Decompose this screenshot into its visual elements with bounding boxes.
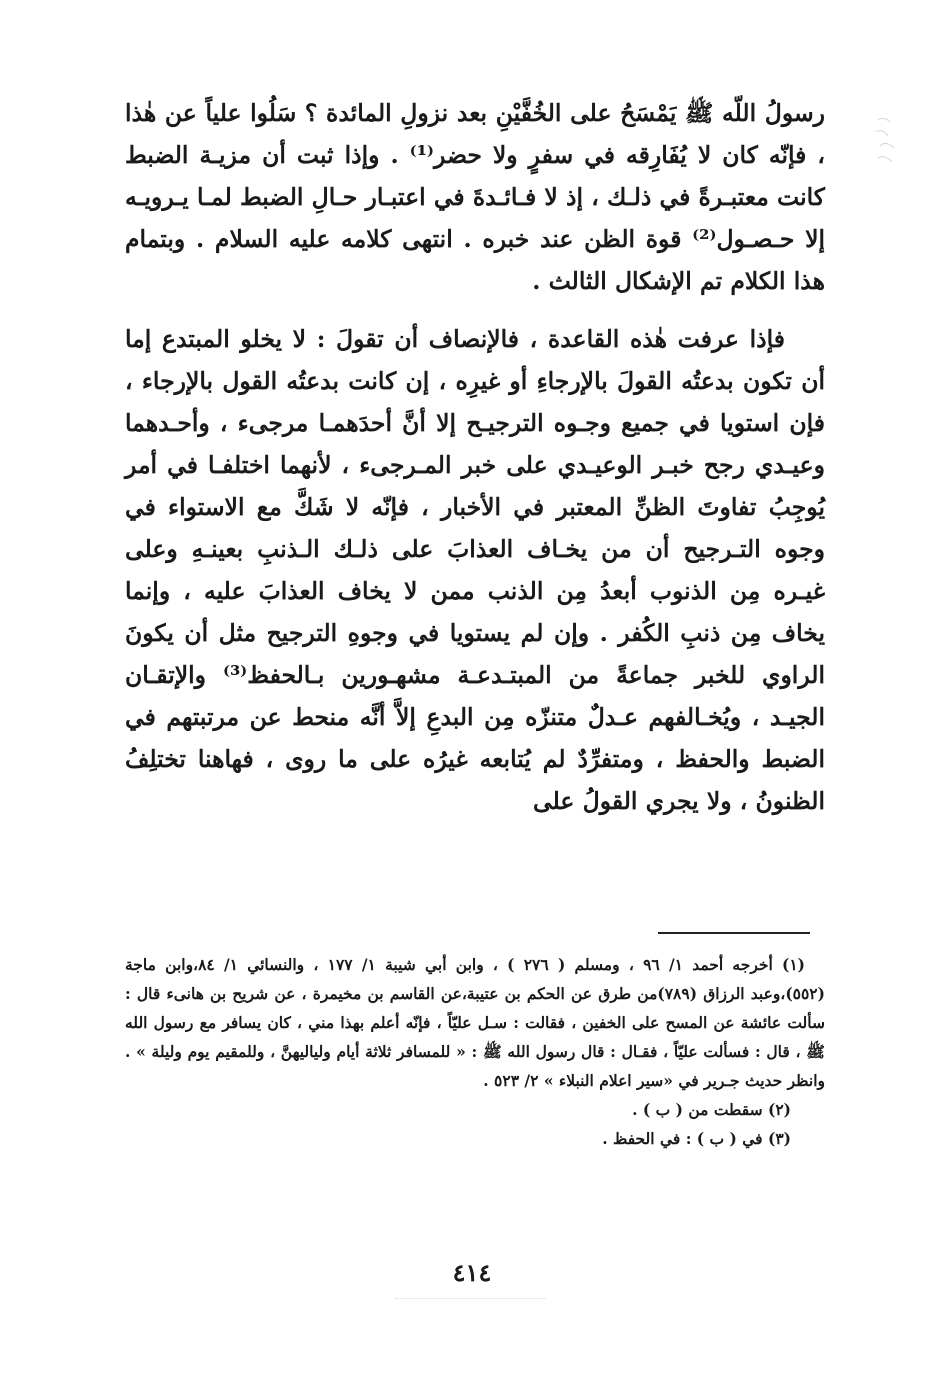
paragraph-1: رسولُ اللّه ﷺ يَمْسَحُ على الخُفَّيْنِ بعد نزولِ المائدة ؟ سَلُوا علياً عن هٰذا ، فإنّه كان لا يُفَارِقه في سفرٍ ولا حضر⁽¹⁾ . وإذا ثبت أن مزيـة الضبط كانت معتبـرةً في ذلـك ، إذ لا فـائـدةَ في اعتبـار حـالِ الضبط لمـا يـرويـه إلا حـصـول⁽²⁾ قوة الظن عند خبره . انتهى كلامه عليه السلام . وبتمام هذا الكلام تم الإشكال الثالث . xyxy=(125,99,825,295)
main-text xyxy=(125,92,825,822)
scan-specks xyxy=(395,1298,545,1305)
footnote-separator xyxy=(658,932,810,934)
page-number: ٤١٤ xyxy=(452,1258,492,1287)
footnotes xyxy=(125,950,825,1153)
footnote-2: (٢) سقطت من ( ب ) . xyxy=(632,1100,791,1119)
scan-smudge-mark xyxy=(870,112,904,172)
paragraph-2: فإذا عرفت هٰذه القاعدة ، فالإنصاف أن تقولَ : لا يخلو المبتدع إما أن تكون بدعتُه القولَ بالإرجاءِ أو غيرِه ، إن كانت بدعتُه القول بالإرجاء ، فإن استويا في جميع وجـوه الترجيـح إلا أنَّ أحدَهمـا مرجىء ، وأحـدهما وعيـدي رجح خبـر الوعيـدي على خبر المـرجىء ، لأنهما اختلفـا في أمر يُوجِبُ تفاوتَ الظنِّ المعتبر في الأخبار ، فإنّه لا شَكَّ مع الاستواء في وجوه التـرجيح أن من يخـاف العذابَ على ذلـك الـذنبِ بعينـهِ وعلى غيـره مِن الذنوب أبعدُ مِن الذنب ممن لا يخاف العذابَ عليه ، وإنما يخاف مِن ذنبِ الكُفر . وإن لم يستويا في وجوهِ الترجيح مثل أن يكونَ الراوي للخبر جماعةً من المبتـدعـة مشهـورين بـالحفظ⁽³⁾ والإتقـان الجيـد ، ويُخـالفهم عـدلٌ متنزّه مِن البدعِ إلاَّ أنَّه منحط عن مرتبتهم في الضبط والحفظ ، ومتفرِّدٌ لم يُتابعه غيرُه على ما روى ، فهاهنا تختلِفُ الظنونُ ، ولا يجري القولُ على xyxy=(125,325,825,815)
footnote-3: (٣) في ( ب ) : في الحفظ . xyxy=(602,1129,791,1148)
footnote-1: (١) أخرجه أحمد ١/ ٩٦ ، ومسلم ( ٢٧٦ ) ، وابن أبي شيبة ١/ ١٧٧ ، والنسائي ١/ ٨٤،وابن ماجة (٥٥٢)،وعبد الرزاق (٧٨٩)من طرق عن الحكم بن عتيبة،عن القاسم بن مخيمرة ، عن شريح بن هانىء قال : سألت عائشة عن المسح على الخفين ، فقالت : سـل عليّاً ، فإنّه أعلم بهذا مني ، كان يسافر مع رسول الله ﷺ ، قال : فسألت عليّاً ، فقـال : قال رسول الله ﷺ : « للمسافر ثلاثة أيام ولياليهنَّ ، وللمقيم يوم وليلة » . وانظر حديث جـرير في «سير اعلام النبلاء » ٢/ ٥٢٣ . xyxy=(125,955,825,1090)
